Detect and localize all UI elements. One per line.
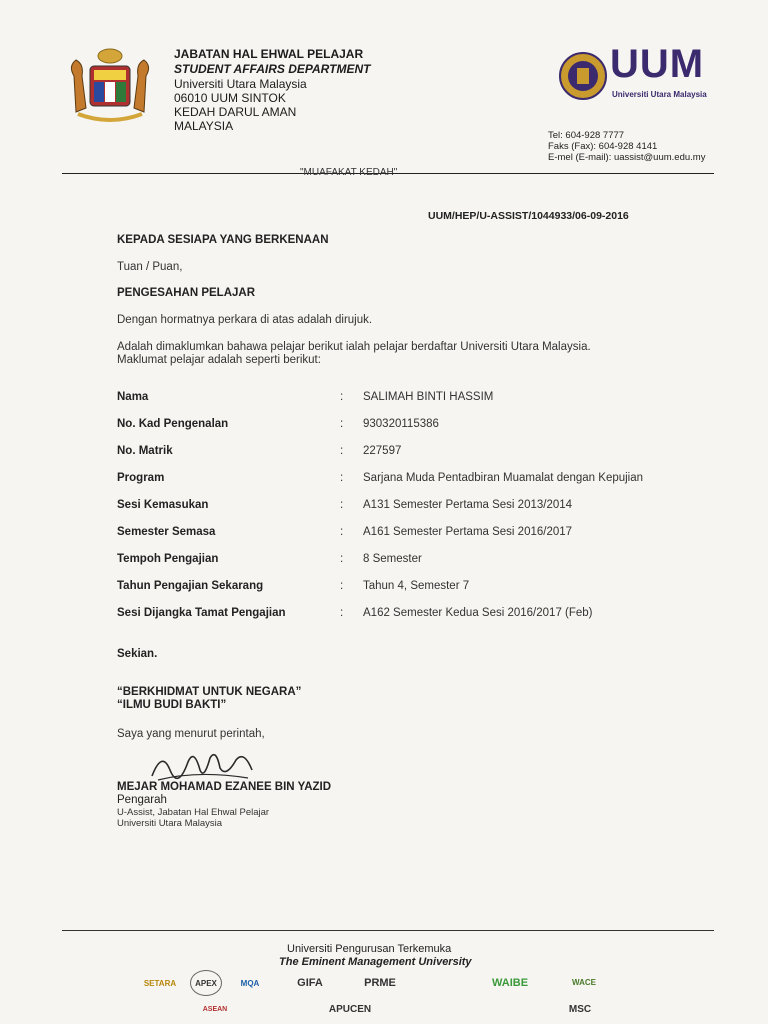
detail-colon: : xyxy=(340,580,344,592)
detail-colon: : xyxy=(340,472,344,484)
footer-subtitle: The Eminent Management University xyxy=(279,956,472,968)
paragraph-2-line-2: Maklumat pelajar adalah seperti berikut: xyxy=(117,354,321,366)
uum-logo-text: UUM xyxy=(610,42,705,86)
signer-title: Pengarah xyxy=(117,794,167,806)
closing: Sekian. xyxy=(117,648,158,660)
wace-badge: WACE xyxy=(572,977,596,987)
detail-value-duration: 8 Semester xyxy=(363,553,422,565)
detail-value-expected-completion: A162 Semester Kedua Sesi 2016/2017 (Feb) xyxy=(363,607,593,619)
address-line-3: KEDAH DARUL AMAN xyxy=(174,105,297,119)
mqa-badge: MQA xyxy=(240,978,260,988)
detail-label-ic: No. Kad Pengenalan xyxy=(117,418,229,430)
order-line: Saya yang menurut perintah, xyxy=(117,728,265,740)
signer-unit: U-Assist, Jabatan Hal Ehwal Pelajar xyxy=(117,807,270,818)
accreditation-logos xyxy=(140,970,610,1020)
department-name-malay: JABATAN HAL EHWAL PELAJAR xyxy=(174,47,364,61)
detail-colon: : xyxy=(340,553,344,565)
address-line-2: 06010 UUM SINTOK xyxy=(174,91,286,105)
detail-label-expected-completion: Sesi Dijangka Tamat Pengajian xyxy=(117,607,286,619)
detail-colon: : xyxy=(340,607,344,619)
address-line-1: Universiti Utara Malaysia xyxy=(174,77,307,91)
msc-badge: MSC xyxy=(568,1003,592,1015)
apucen-badge: APUCEN xyxy=(328,1003,372,1015)
detail-label-current-semester: Semester Semasa xyxy=(117,526,216,538)
contact-phone: Tel: 604-928 7777 xyxy=(548,130,625,141)
department-name-english: STUDENT AFFAIRS DEPARTMENT xyxy=(174,62,371,76)
prme-badge: PRME xyxy=(364,977,396,989)
detail-value-name: SALIMAH BINTI HASSIM xyxy=(363,391,494,403)
detail-colon: : xyxy=(340,499,344,511)
uum-logo xyxy=(558,42,723,106)
uum-emblem-icon xyxy=(558,48,608,104)
detail-colon: : xyxy=(340,391,344,403)
setara-badge: SETARA xyxy=(143,978,177,988)
detail-label-matric: No. Matrik xyxy=(117,445,173,457)
footer-divider xyxy=(62,930,714,931)
reference-number: UUM/HEP/U-ASSIST/1044933/06-09-2016 xyxy=(428,210,629,222)
signer-organization: Universiti Utara Malaysia xyxy=(117,818,223,829)
slogan-2: “ILMU BUDI BAKTI” xyxy=(117,699,227,711)
paragraph-1: Dengan hormatnya perkara di atas adalah dirujuk. xyxy=(117,314,373,326)
detail-value-program: Sarjana Muda Pentadbiran Muamalat dengan Kepujian xyxy=(363,472,644,484)
motto: "MUAFAKAT KEDAH" xyxy=(300,167,398,178)
paragraph-2-line-1: Adalah dimaklumkan bahawa pelajar berikut ialah pelajar berdaftar Universiti Utara Malaysia. xyxy=(117,341,591,353)
detail-colon: : xyxy=(340,526,344,538)
address-line-4: MALAYSIA xyxy=(174,119,234,133)
asean-badge: ASEAN xyxy=(202,1005,228,1013)
contact-fax: Faks (Fax): 604-928 4141 xyxy=(548,141,658,152)
apex-badge: APEX xyxy=(190,970,222,996)
contact-email: E-mel (E-mail): uassist@uum.edu.my xyxy=(548,152,706,163)
detail-value-ic: 930320115386 xyxy=(363,418,439,430)
gifa-badge: GIFA xyxy=(297,977,323,989)
detail-label-intake: Sesi Kemasukan xyxy=(117,499,209,511)
detail-label-current-year: Tahun Pengajian Sekarang xyxy=(117,580,264,592)
footer-title: Universiti Pengurusan Terkemuka xyxy=(287,943,452,955)
salutation: Tuan / Puan, xyxy=(117,261,183,273)
uum-logo-subtext: Universiti Utara Malaysia xyxy=(612,90,707,99)
malaysia-coat-of-arms-logo xyxy=(60,46,160,124)
detail-colon: : xyxy=(340,445,344,457)
slogan-1: “BERKHIDMAT UNTUK NEGARA” xyxy=(117,686,302,698)
detail-label-program: Program xyxy=(117,472,165,484)
letter-subject: PENGESAHAN PELAJAR xyxy=(117,287,256,299)
detail-value-intake: A131 Semester Pertama Sesi 2013/2014 xyxy=(363,499,573,511)
waibe-badge: WAIBE xyxy=(491,977,529,989)
detail-label-duration: Tempoh Pengajian xyxy=(117,553,219,565)
detail-colon: : xyxy=(340,418,344,430)
detail-value-matric: 227597 xyxy=(363,445,402,457)
detail-value-current-semester: A161 Semester Pertama Sesi 2016/2017 xyxy=(363,526,573,538)
detail-value-current-year: Tahun 4, Semester 7 xyxy=(363,580,470,592)
detail-label-name: Nama xyxy=(117,391,149,403)
signer-name: MEJAR MOHAMAD EZANEE BIN YAZID xyxy=(117,781,332,793)
addressee: KEPADA SESIAPA YANG BERKENAAN xyxy=(117,234,329,246)
